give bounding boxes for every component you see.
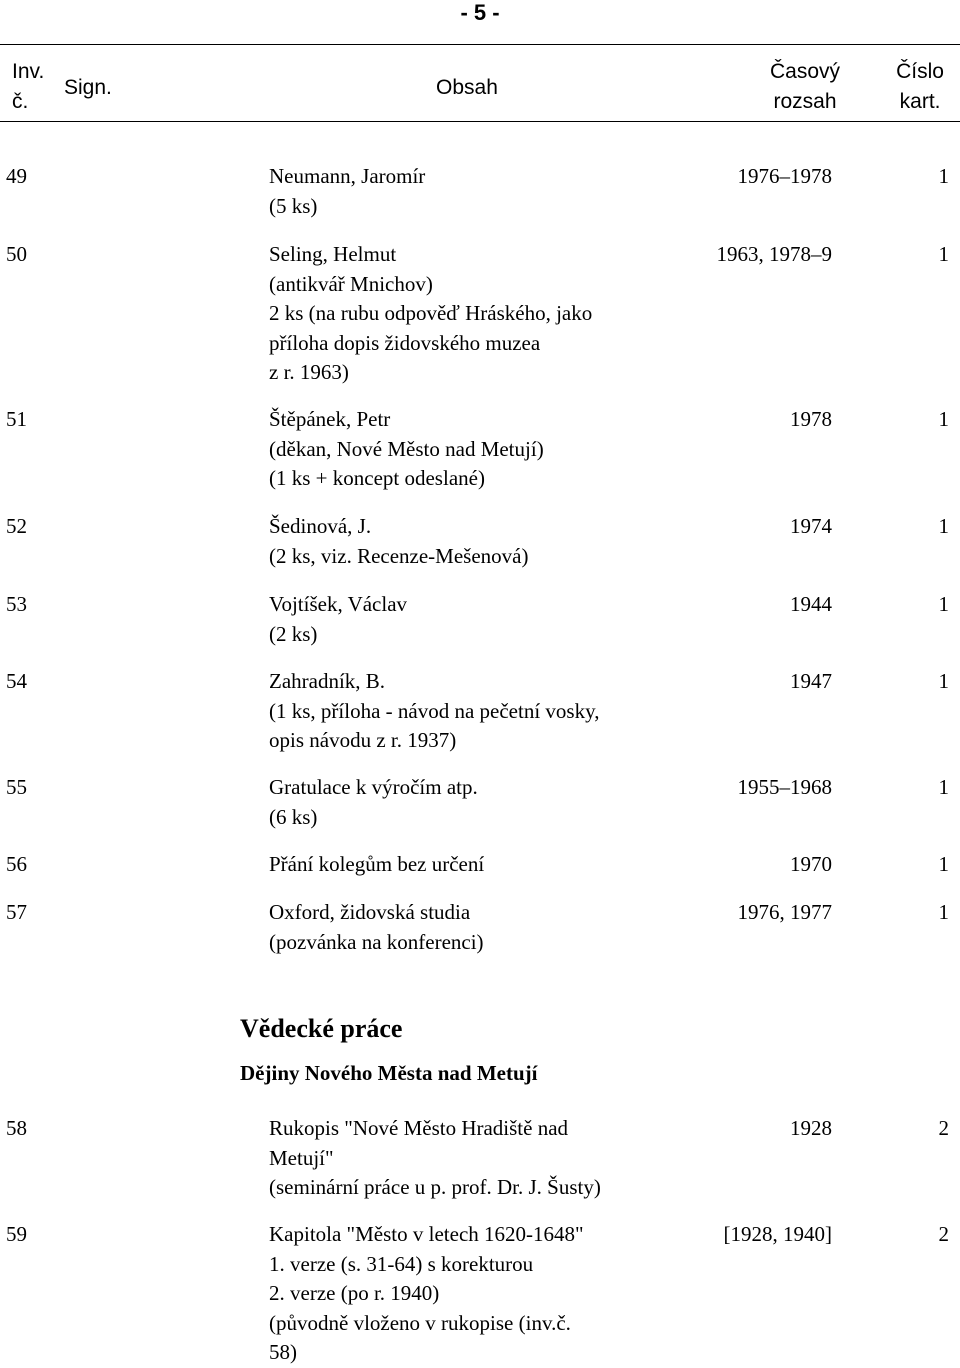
content-line: (pozvánka na konferenci) xyxy=(269,929,484,954)
header-box-line2: kart. xyxy=(899,90,941,113)
section-title: Vědecké práce xyxy=(240,1014,403,1043)
inv-number: 49 xyxy=(6,164,27,188)
time-range: 1974 xyxy=(790,514,832,538)
content-line: (2 ks) xyxy=(269,621,318,646)
time-range: 1955–1968 xyxy=(737,775,832,799)
content-line: 1. verze (s. 31-64) s korekturou xyxy=(269,1251,534,1276)
header-time-line1: Časový xyxy=(769,60,840,83)
content-line: Vojtíšek, Václav xyxy=(269,592,408,616)
time-range: 1970 xyxy=(790,852,832,876)
box-number: 1 xyxy=(938,407,949,431)
header-signature: Sign. xyxy=(64,76,112,99)
row-content xyxy=(269,667,669,756)
inv-number: 53 xyxy=(6,592,27,616)
content-line: 2. verze (po r. 1940) xyxy=(269,1281,440,1305)
inv-number: 51 xyxy=(6,407,27,431)
inv-number: 57 xyxy=(6,900,27,924)
box-number: 1 xyxy=(938,900,949,924)
content-line: Rukopis "Nové Město Hradiště nad xyxy=(269,1116,569,1140)
inv-number: 52 xyxy=(6,514,27,538)
time-range: 1928 xyxy=(790,1116,832,1140)
content-line: (seminární práce u p. prof. Dr. J. Šusty) xyxy=(269,1175,601,1199)
header-inv-line1: Inv. xyxy=(12,60,45,83)
header-box-line1: Číslo xyxy=(896,60,944,83)
box-number: 1 xyxy=(938,164,949,188)
row-content xyxy=(269,240,669,388)
inv-number: 50 xyxy=(6,242,27,266)
time-range: 1963, 1978–9 xyxy=(716,242,832,266)
row-content xyxy=(269,898,669,957)
content-line: (1 ks, příloha - návod na pečetní vosky, xyxy=(269,698,600,723)
row-content xyxy=(269,512,669,571)
content-line: Přání kolegům bez určení xyxy=(269,852,485,876)
content-line: Metují" xyxy=(269,1145,334,1170)
time-range: 1976–1978 xyxy=(737,164,832,188)
content-line: Gratulace k výročím atp. xyxy=(269,775,478,799)
content-line: Seling, Helmut xyxy=(269,242,397,266)
box-number: 1 xyxy=(938,592,949,616)
content-line: (2 ks, viz. Recenze-Mešenová) xyxy=(269,543,529,568)
content-line: (původně vloženo v rukopise (inv.č. xyxy=(269,1310,571,1335)
content-line: Štěpánek, Petr xyxy=(269,407,391,431)
row-content xyxy=(269,405,669,494)
section-subtitle: Dějiny Nového Města nad Metují xyxy=(240,1061,538,1085)
content-line: 58) xyxy=(269,1340,297,1364)
content-line: Šedinová, J. xyxy=(269,514,372,538)
content-line: Kapitola "Město v letech 1620-1648" xyxy=(269,1222,584,1246)
box-number: 1 xyxy=(938,775,949,799)
time-range: 1944 xyxy=(790,592,832,616)
content-line: 2 ks (na rubu odpověď Hráského, jako xyxy=(269,301,593,325)
row-content xyxy=(269,1220,669,1368)
page-number: - 5 - xyxy=(460,0,500,25)
time-range: 1976, 1977 xyxy=(737,900,832,924)
content-line: Oxford, židovská studia xyxy=(269,900,471,924)
row-content xyxy=(269,850,669,880)
content-line: Neumann, Jaromír xyxy=(269,164,426,188)
box-number: 2 xyxy=(938,1116,949,1140)
time-range: [1928, 1940] xyxy=(723,1222,832,1246)
inv-number: 55 xyxy=(6,775,27,799)
time-range: 1947 xyxy=(790,669,832,693)
row-content xyxy=(269,1114,669,1203)
content-line: (5 ks) xyxy=(269,193,318,218)
header-inv-line2: č. xyxy=(12,90,29,113)
header-time-line2: rozsah xyxy=(773,90,837,113)
row-content xyxy=(269,162,669,221)
inv-number: 54 xyxy=(6,669,27,693)
content-line: (1 ks + koncept odeslané) xyxy=(269,466,485,490)
header-content: Obsah xyxy=(436,76,498,99)
time-range: 1978 xyxy=(790,407,832,431)
inv-number: 56 xyxy=(6,852,27,876)
content-line: opis návodu z r. 1937) xyxy=(269,728,457,752)
content-line: (6 ks) xyxy=(269,804,318,829)
content-line: z r. 1963) xyxy=(269,360,349,384)
box-number: 2 xyxy=(938,1222,949,1246)
box-number: 1 xyxy=(938,669,949,693)
content-line: (děkan, Nové Město nad Metují) xyxy=(269,436,544,461)
content-line: příloha dopis židovského muzea xyxy=(269,330,541,355)
box-number: 1 xyxy=(938,514,949,538)
box-number: 1 xyxy=(938,242,949,266)
content-line: Zahradník, B. xyxy=(269,669,386,693)
row-content xyxy=(269,773,669,832)
inv-number: 58 xyxy=(6,1116,27,1140)
content-line: (antikvář Mnichov) xyxy=(269,271,433,296)
row-content xyxy=(269,590,669,649)
inv-number: 59 xyxy=(6,1222,27,1246)
box-number: 1 xyxy=(938,852,949,876)
